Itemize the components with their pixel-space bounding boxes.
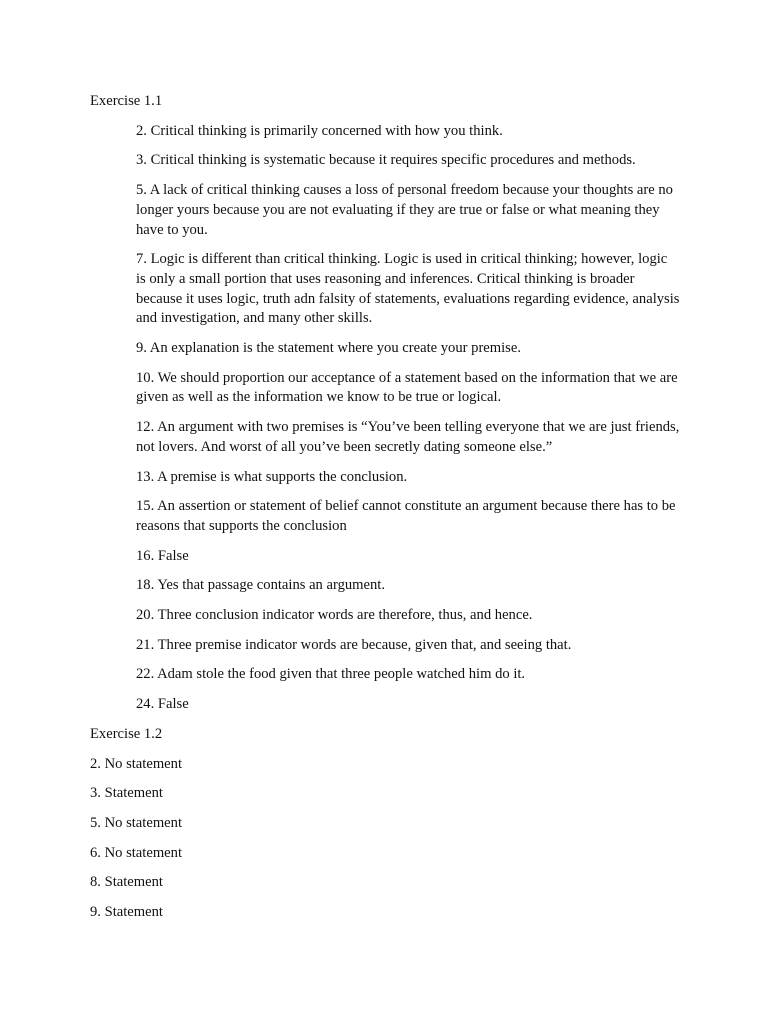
answer-paragraph: 21. Three premise indicator words are because, given that, and seeing that. (136, 636, 572, 653)
document-body (90, 92, 680, 933)
answer-paragraph: 18. Yes that passage contains an argument. (136, 577, 385, 594)
answer-paragraph: 15. An assertion or statement of belief cannot constitute an argument because there has to be reasons that supports the conclusion (136, 498, 676, 534)
answer-paragraph: 6. No statement (90, 844, 183, 861)
section-heading-exercise-1-1: Exercise 1.1 (90, 93, 163, 109)
answer-paragraph: 5. A lack of critical thinking causes a loss of personal freedom because your thoughts are no longer yours because you are not evaluating if they are true or false or what meaning they have to you. (136, 182, 673, 238)
exercise-1-2-answers (90, 755, 680, 923)
answer-paragraph: 10. We should proportion our acceptance of a statement based on the information that we are given as well as the information we know to be true or logical. (136, 369, 678, 406)
answer-paragraph: 7. Logic is different than critical thinking. Logic is used in critical thinking; however, logic is only a small portion that uses reasoning and inferences. Critical thinking is broader because it uses logic, truth adn falsity of statements, evaluations regarding evidence, analysis and investigation, and many other skills. (136, 251, 680, 327)
answer-paragraph: 22. Adam stole the food given that three people watched him do it. (136, 666, 526, 683)
answer-paragraph: 16. False (136, 547, 189, 564)
answer-paragraph: 2. Critical thinking is primarily concerned with how you think. (136, 122, 503, 139)
answer-paragraph: 12. An argument with two premises is “You’ve been telling everyone that we are just friends, not lovers. And worst of all you’ve been secretly dating someone else.” (136, 419, 680, 455)
answer-paragraph: 5. No statement (90, 814, 183, 831)
answer-paragraph: 8. Statement (90, 874, 163, 891)
answer-paragraph: 2. No statement (90, 755, 183, 772)
answer-paragraph: 3. Statement (90, 785, 163, 802)
answer-paragraph: 24. False (136, 696, 189, 713)
section-heading-exercise-1-2: Exercise 1.2 (90, 725, 163, 742)
answer-paragraph: 20. Three conclusion indicator words are therefore, thus, and hence. (136, 607, 533, 624)
answer-paragraph: 13. A premise is what supports the conclusion. (136, 468, 408, 485)
answer-paragraph: 9. An explanation is the statement where you create your premise. (136, 340, 521, 357)
answer-paragraph: 9. Statement (90, 904, 163, 921)
exercise-1-1-answers (136, 122, 680, 715)
answer-paragraph: 3. Critical thinking is systematic because it requires specific procedures and methods. (136, 152, 636, 169)
